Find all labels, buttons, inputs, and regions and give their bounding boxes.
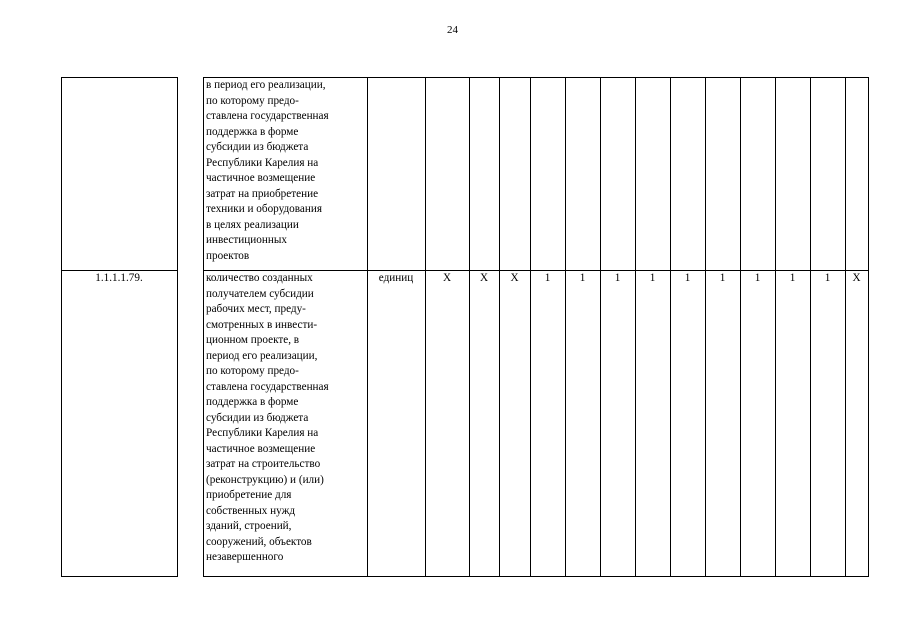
row-description-line: незавершенного [206,551,284,563]
table-vertical-rule [499,77,500,577]
row-description-line: сооружений, объектов [206,535,312,548]
row-description-line: ставлена государственная [206,110,329,122]
table-vertical-rule [425,77,426,577]
table-vertical-rule [705,77,706,577]
row-description-line: проектов [206,249,250,262]
row-description-line: ставлена государственная [206,380,329,393]
row-value-cell: X [479,272,489,284]
table-vertical-rule [600,77,601,577]
row-value-cell: X [510,272,519,284]
table-vertical-rule [810,77,811,577]
table-vertical-rule [565,77,566,577]
row-description-line: количество созданных [206,272,313,284]
table-vertical-rule [868,77,869,577]
row-value-cell: 1 [649,272,656,284]
row-description-line: смотренных в инвести- [206,318,318,331]
row-value-cell: X [852,272,861,284]
row-value-cell: 1 [579,272,586,284]
table-horizontal-rule [61,77,178,78]
row-description-line: в целях реализации [206,218,299,231]
row-description-line: частичное возмещение [206,172,316,184]
row-description-line: приобретение для [206,489,292,501]
row-value-cell: 1 [754,272,761,284]
row-description-line: получателем субсидии [206,287,314,300]
row-description-line: собственных нужд [206,504,296,517]
row-value-cell: 1 [544,272,551,284]
row-description-line: по которому предо- [206,365,299,377]
table-vertical-rule [740,77,741,577]
table-vertical-rule [670,77,671,577]
table-vertical-rule [775,77,776,577]
row-unit: единиц [378,272,414,284]
row-description-line: поддержка в форме [206,396,299,408]
row-description-line: ционном проекте, в [206,334,300,346]
row-description-line: поддержка в форме [206,125,299,138]
row-description-line: Республики Карелия на [206,156,319,169]
row-description-line: период его реализации, [206,349,318,362]
row-value-cell: 1 [824,272,831,284]
row-description-line: техники и оборудования [206,203,322,215]
table-vertical-rule [469,77,470,577]
row-description-line: частичное возмещение [206,442,316,455]
row-value-cell: 1 [789,272,796,284]
table-vertical-rule [845,77,846,577]
table-vertical-rule [367,77,368,577]
row-description-line: инвестиционных [206,234,287,246]
table-horizontal-rule [61,576,178,577]
row-description-line: затрат на строительство [206,458,321,470]
row-description-line: субсидии из бюджета [206,141,309,153]
table-vertical-rule [203,77,204,577]
row-description-line: затрат на приобретение [206,187,319,200]
table-vertical-rule [61,77,62,577]
row-code: 1.1.1.1.79. [95,272,143,284]
row-description-line: в период его реализации, [206,79,326,91]
row-value-cell: 1 [614,272,621,284]
row-description-line: (реконструкцию) и (или) [206,473,324,486]
row-description-line: субсидии из бюджета [206,411,309,424]
table-vertical-rule [635,77,636,577]
row-description-line: рабочих мест, преду- [206,303,306,315]
table-vertical-rule [177,77,178,577]
row-description-line: по которому предо- [206,94,299,107]
page-number: 24 [447,24,458,36]
row-description-line: Республики Карелия на [206,427,319,439]
row-description-line: зданий, строений, [206,520,292,532]
table-horizontal-rule [203,576,869,577]
row-value-cell: 1 [684,272,691,284]
table-vertical-rule [530,77,531,577]
row-value-cell: 1 [719,272,726,284]
row-value-cell: X [442,272,452,284]
